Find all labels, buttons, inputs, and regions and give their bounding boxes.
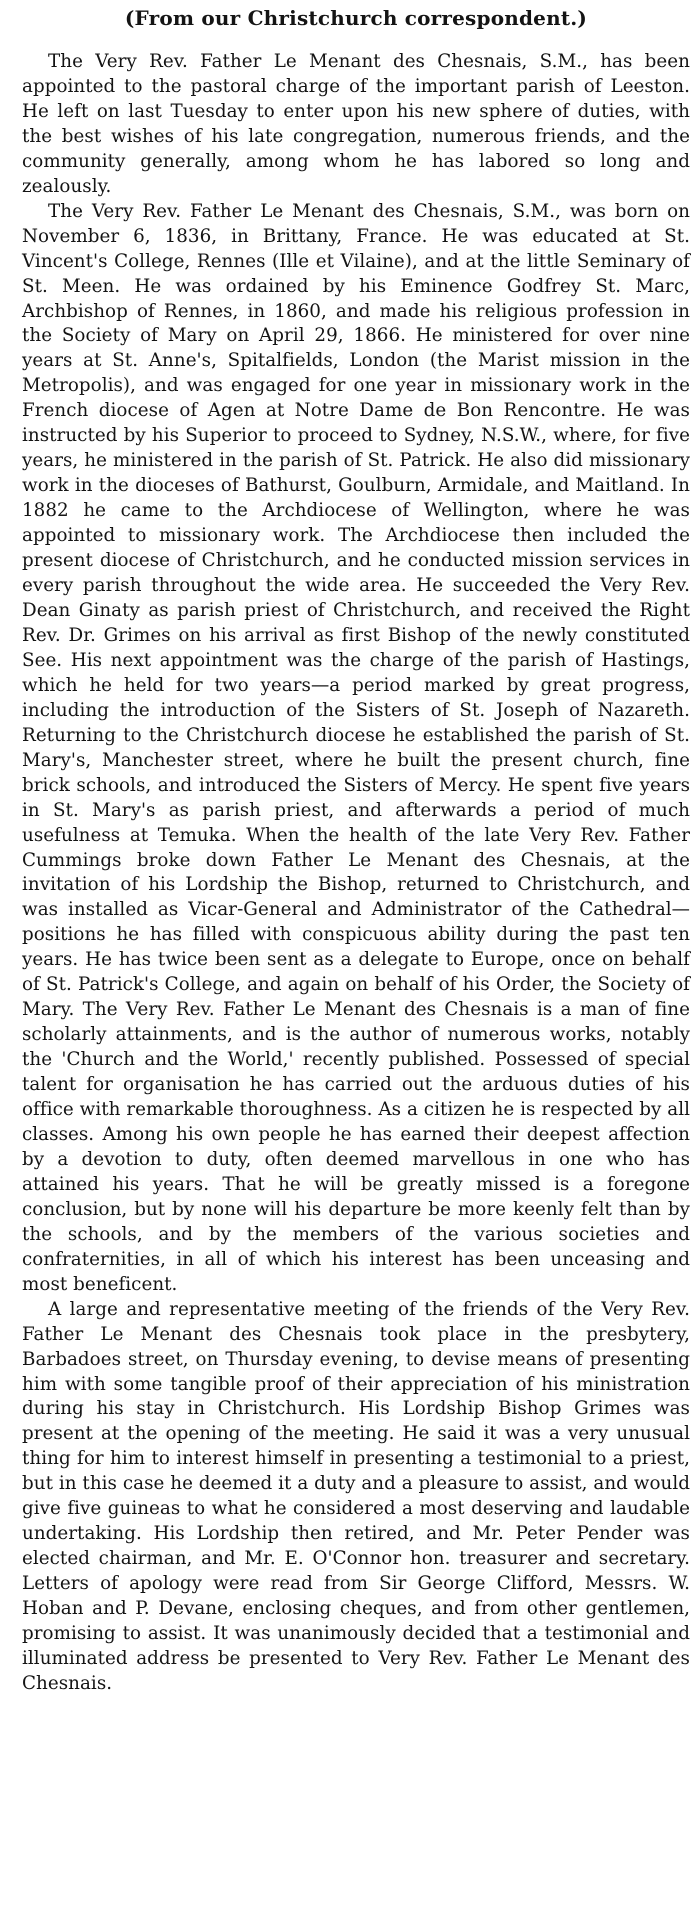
- paragraph-meeting: A large and representative meeting of the friends of the Very Rev. Father Le Menant des Chesnais took place in the presbytery, Barbadoes street, on Thursday evening, to devise means of presenting him with some tangible proof of their appreciation of his ministration during his stay in Christchurch. His Lordship Bishop Grimes was present at the opening of the meeting. He said it was a very unusual thing for him to interest himself in presenting a testimonial to a priest, but in this case he deemed it a duty and a pleasure to assist, and would give five guineas to what he considered a most deserving and laudable undertaking. His Lordship then retired, and Mr. Peter Pender was elected chairman, and Mr. E. O'Connor hon. treasurer and secretary. Letters of apology were read from Sir George Clifford, Messrs. W. Hoban and P. Devane, enclosing cheques, and from other gentlemen, promising to assist. It was unanimously decided that a testimonial and illuminated address be presented to Very Rev. Father Le Menant des Chesnais.: [22, 1298, 690, 1694]
- paragraph-appointment: The Very Rev. Father Le Menant des Chesnais, S.M., has been appointed to the pastoral charge of the important parish of Leeston. He left on last Tuesday to enter upon his new sphere of duties, with the best wishes of his late congregation, numerous friends, and the community generally, among whom he has labored so long and zealously.: [22, 51, 690, 197]
- paragraph-biography: The Very Rev. Father Le Menant des Chesnais, S.M., was born on November 6, 1836, in Brittany, France. He was educated at St. Vincent's College, Rennes (Ille et Vilaine), and at the little Seminary of St. Meen. He was ordained by his Eminence Godfrey St. Marc, Archbishop of Rennes, in 1860, and made his religious profession in the Society of Mary on April 29, 1866. He ministered for over nine years at St. Anne's, Spitalfields, London (the Marist mission in the Metropolis), and was engaged for one year in missionary work in the French diocese of Agen at Notre Dame de Bon Rencontre. He was instructed by his Superior to proceed to Sydney, N.S.W., where, for five years, he ministered in the parish of St. Patrick. He also did missionary work in the dioceses of Bathurst, Goulburn, Armidale, and Maitland. In 1882 he came to the Archdiocese of Wellington, where he was appointed to missionary work. The Archdiocese then included the present diocese of Christchurch, and he conducted mission services in every parish throughout the wide area. He succeeded the Very Rev. Dean Ginaty as parish priest of Christchurch, and received the Right Rev. Dr. Grimes on his arrival as first Bishop of the newly constituted See. His next appointment was the charge of the parish of Hastings, which he held for two years—a period marked by great progress, including the introduction of the Sisters of St. Joseph of Nazareth. Returning to the Christchurch diocese he established the parish of St. Mary's, Manchester street, where he built the present church, fine brick schools, and introduced the Sisters of Mercy. He spent five years in St. Mary's as parish priest, and afterwards a period of much usefulness at Temuka. When the health of the late Very Rev. Father Cummings broke down Father Le Menant des Chesnais, at the invitation of his Lordship the Bishop, returned to Christchurch, and was installed as Vicar-General and Administrator of the Cathedral—positions he has filled with conspicuous ability during the past ten years. He has twice been sent as a delegate to Europe, once on behalf of St. Patrick's College, and again on behalf of his Order, the Society of Mary. The Very Rev. Father Le Menant des Chesnais is a man of fine scholarly attainments, and is the author of numerous works, notably the 'Church and the World,' recently published. Possessed of special talent for organisation he has carried out the arduous duties of his office with remarkable thoroughness. As a citizen he is respected by all classes. Among his own people he has earned their deepest affection by a devotion to duty, often deemed marvellous in one who has attained his years. That he will be greatly missed is a foregone conclusion, but by none will his departure be more keenly felt than by the schools, and by the members of the various societies and confraternities, in all of which his interest has been unceasing and most beneficent.: [22, 200, 690, 1295]
- article-heading: (From our Christchurch correspondent.): [124, 6, 588, 30]
